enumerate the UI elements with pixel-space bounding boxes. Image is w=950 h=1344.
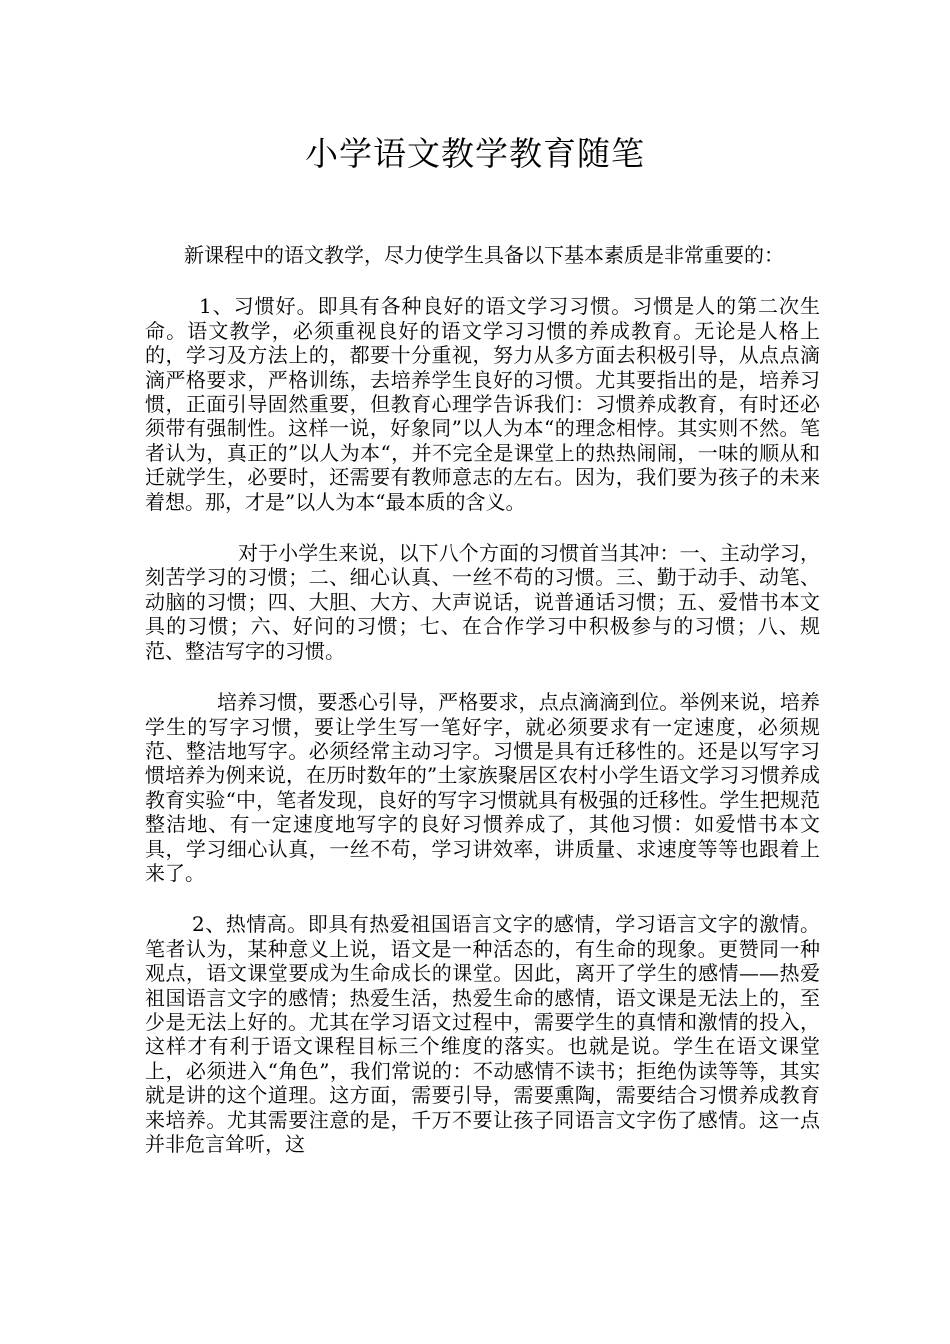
paragraph-cultivation: 培养习惯，要悉心引导，严格要求，点点滴滴到位。举例来说，培养学生的写字习惯，要让学生写一笔好字，就必须要求有一定速度，必须规范、整洁地写字。必须经常主动习字。习惯是具有迁移性的。还是以写字习惯培养为例来说，在历时数年的”土家族聚居区农村小学生语文学习习惯养成教育实验“中，笔者发现，良好的写字习惯就具有极强的迁移性。学生把规范整洁地、有一定速度地写字的良好习惯养成了，其他习惯：如爱惜书本文具，学习细心认真，一丝不苟，学习讲效率，讲质量、求速度等等也跟着上来了。 bbox=[145, 690, 820, 885]
paragraph-intro: 新课程中的语文教学，尽力使学生具备以下基本素质是非常重要的： bbox=[184, 243, 784, 267]
paragraph-habit: 1、习惯好。即具有各种良好的语文学习习惯。习惯是人的第二次生命。语文教学，必须重视良好的语文学习习惯的养成教育。无论是人格上的，学习及方法上的，都要十分重视，努力从多方面去积极引导，从点点滴滴严格要求，严格训练，去培养学生良好的习惯。尤其要指出的是，培养习惯，正面引导固然重要，但教育心理学告诉我们：习惯养成教育，有时还必须带有强制性。这样一说，好象同”以人为本“的理念相悖。其实则不然。笔者认为，真正的”以人为本“，并不完全是课堂上的热热闹闹，一味的顺从和迁就学生，必要时，还需要有教师意志的左右。因为，我们要为孩子的未来着想。那，才是”以人为本“最本质的含义。 bbox=[145, 294, 820, 514]
document-title: 小学语文教学教育随笔 bbox=[305, 134, 645, 173]
paragraph-enthusiasm: 2、热情高。即具有热爱祖国语言文字的感情，学习语言文字的激情。笔者认为，某种意义上说，语文是一种活态的，有生命的现象。更赞同一种观点，语文课堂要成为生命成长的课堂。因此，离开了学生的感情——热爱祖国语言文字的感情；热爱生活，热爱生命的感情，语文课是无法上的，至少是无法上好的。尤其在学习语文过程中，需要学生的真情和激情的投入，这样才有利于语文课程目标三个维度的落实。也就是说。学生在语文课堂上，必须进入“角色”，我们常说的：不动感情不读书；拒绝伪读等等，其实就是讲的这个道理。这方面，需要引导，需要熏陶，需要结合习惯养成教育来培养。尤其需要注意的是，千万不要让孩子同语言文字伤了感情。这一点并非危言耸听，这 bbox=[145, 912, 820, 1156]
paragraph-eight-habits: 对于小学生来说，以下八个方面的习惯首当其冲：一、主动学习，刻苦学习的习惯；二、细心认真、一丝不苟的习惯。三、勤于动手、动笔、动脑的习惯；四、大胆、大方、大声说话，说普通话习惯；五、爱惜书本文具的习惯；六、好问的习惯；七、在合作学习中积极参与的习惯；八、规范、整洁写字的习惯。 bbox=[145, 541, 820, 663]
document-body bbox=[145, 243, 820, 1183]
